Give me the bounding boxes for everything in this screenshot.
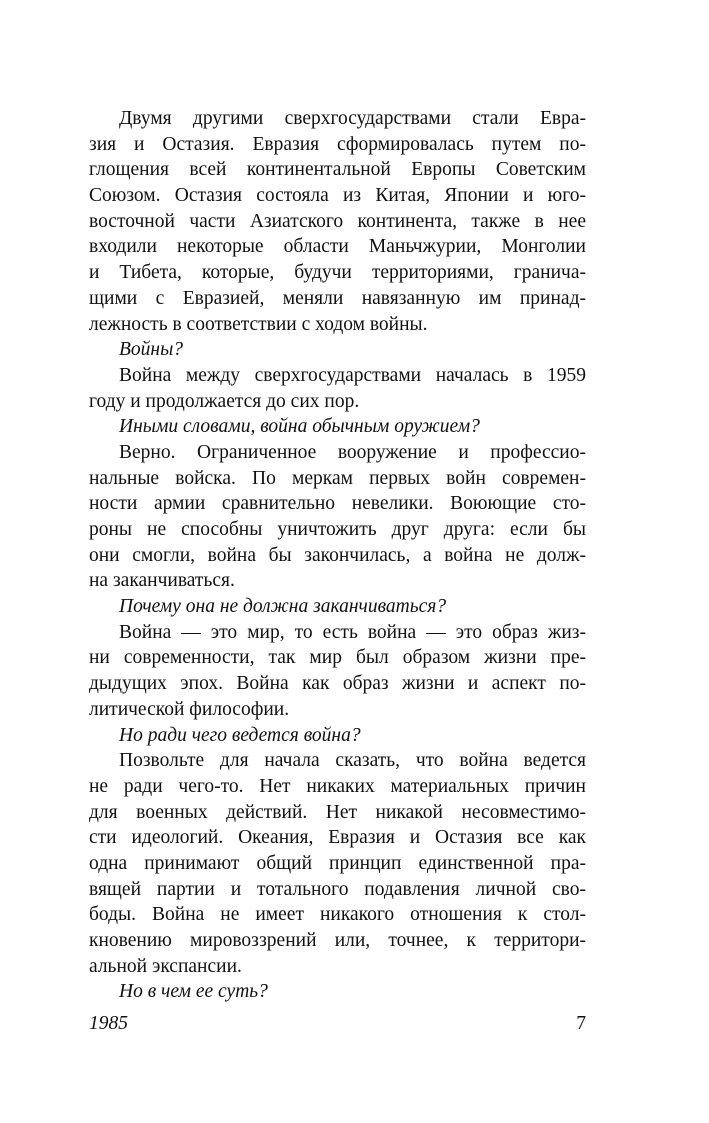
- text-line: литической философии.: [89, 698, 290, 720]
- text-line: году и продолжается до сих пор.: [89, 390, 360, 412]
- answer-paragraph: [89, 363, 586, 414]
- text-line: ни современности, так мир был образом жизни пре-: [89, 647, 586, 669]
- question-paragraph: [89, 979, 586, 1005]
- text-line: вящей партии и тотального подавления личной сво-: [89, 878, 586, 900]
- text-line: роны не способны уничтожить друг друга: если бы: [89, 519, 586, 540]
- text-line: альной экспансии.: [89, 955, 242, 977]
- question-paragraph: [89, 723, 586, 749]
- text-line: Верно. Ограниченное вооружение и профессио-: [119, 441, 586, 463]
- text-line: Иными словами, война обычным оружием?: [119, 416, 480, 438]
- text-line: Почему она не должна заканчиваться?: [119, 596, 447, 618]
- question-paragraph: [89, 337, 586, 363]
- text-line: на заканчиваться.: [89, 570, 235, 592]
- text-line: не ради чего-то. Нет никаких материальных причин: [89, 775, 586, 797]
- text-line: и Тибета, которые, будучи территориями, гранича-: [89, 262, 586, 284]
- text-line: Позвольте для начала сказать, что война ведется: [119, 750, 586, 772]
- text-line: они смогли, война бы закончилась, а война не долж-: [89, 544, 586, 566]
- answer-paragraph: [89, 440, 586, 594]
- text-line: глощения всей континентальной Европы Советским: [89, 159, 586, 181]
- text-line: щими с Евразией, меняли навязанную им принад-: [89, 287, 586, 309]
- page-body: [89, 106, 586, 1005]
- page-footer: [89, 1010, 586, 1038]
- text-line: одна принимают общий принцип единственной пра-: [89, 852, 586, 874]
- text-line: восточной части Азиатского континента, также в нее: [89, 210, 586, 232]
- text-line: для военных действий. Нет никакой несовместимо-: [89, 801, 586, 823]
- text-line: лежность в соответствии с ходом войны.: [89, 313, 428, 335]
- text-line: Но ради чего ведется война?: [119, 724, 361, 746]
- page-number: 7: [576, 1013, 586, 1034]
- text-line: дыдущих эпох. Война как образ жизни и аспект по-: [89, 673, 586, 695]
- text-line: боды. Война не имеет никакого отношения к стол-: [89, 904, 586, 926]
- answer-paragraph: [89, 620, 586, 723]
- text-line: кновению мировоззрений или, точнее, к территори-: [89, 930, 586, 951]
- text-line: Двумя другими сверхгосударствами стали Евра-: [119, 108, 586, 129]
- question-paragraph: [89, 594, 586, 620]
- text-line: ности армии сравнительно невелики. Воюющие сто-: [89, 493, 586, 515]
- text-line: зия и Остазия. Евразия сформировалась путем по-: [89, 133, 586, 155]
- text-line: Но в чем ее суть?: [119, 981, 268, 1003]
- answer-paragraph: [89, 106, 586, 337]
- text-line: Война между сверхгосударствами началась в 1959: [119, 364, 586, 386]
- text-line: входили некоторые области Маньчжурии, Монголии: [89, 236, 586, 258]
- text-line: Война — это мир, то есть война — это образ жиз-: [119, 621, 586, 643]
- answer-paragraph: [89, 748, 586, 979]
- question-paragraph: [89, 414, 586, 440]
- text-line: Войны?: [119, 339, 184, 361]
- text-line: нальные войска. По меркам первых войн современ-: [89, 467, 586, 489]
- running-title: 1985: [89, 1013, 128, 1034]
- text-line: сти идеологий. Океания, Евразия и Остазия все как: [89, 827, 586, 849]
- text-line: Союзом. Остазия состояла из Китая, Японии и юго-: [89, 185, 586, 207]
